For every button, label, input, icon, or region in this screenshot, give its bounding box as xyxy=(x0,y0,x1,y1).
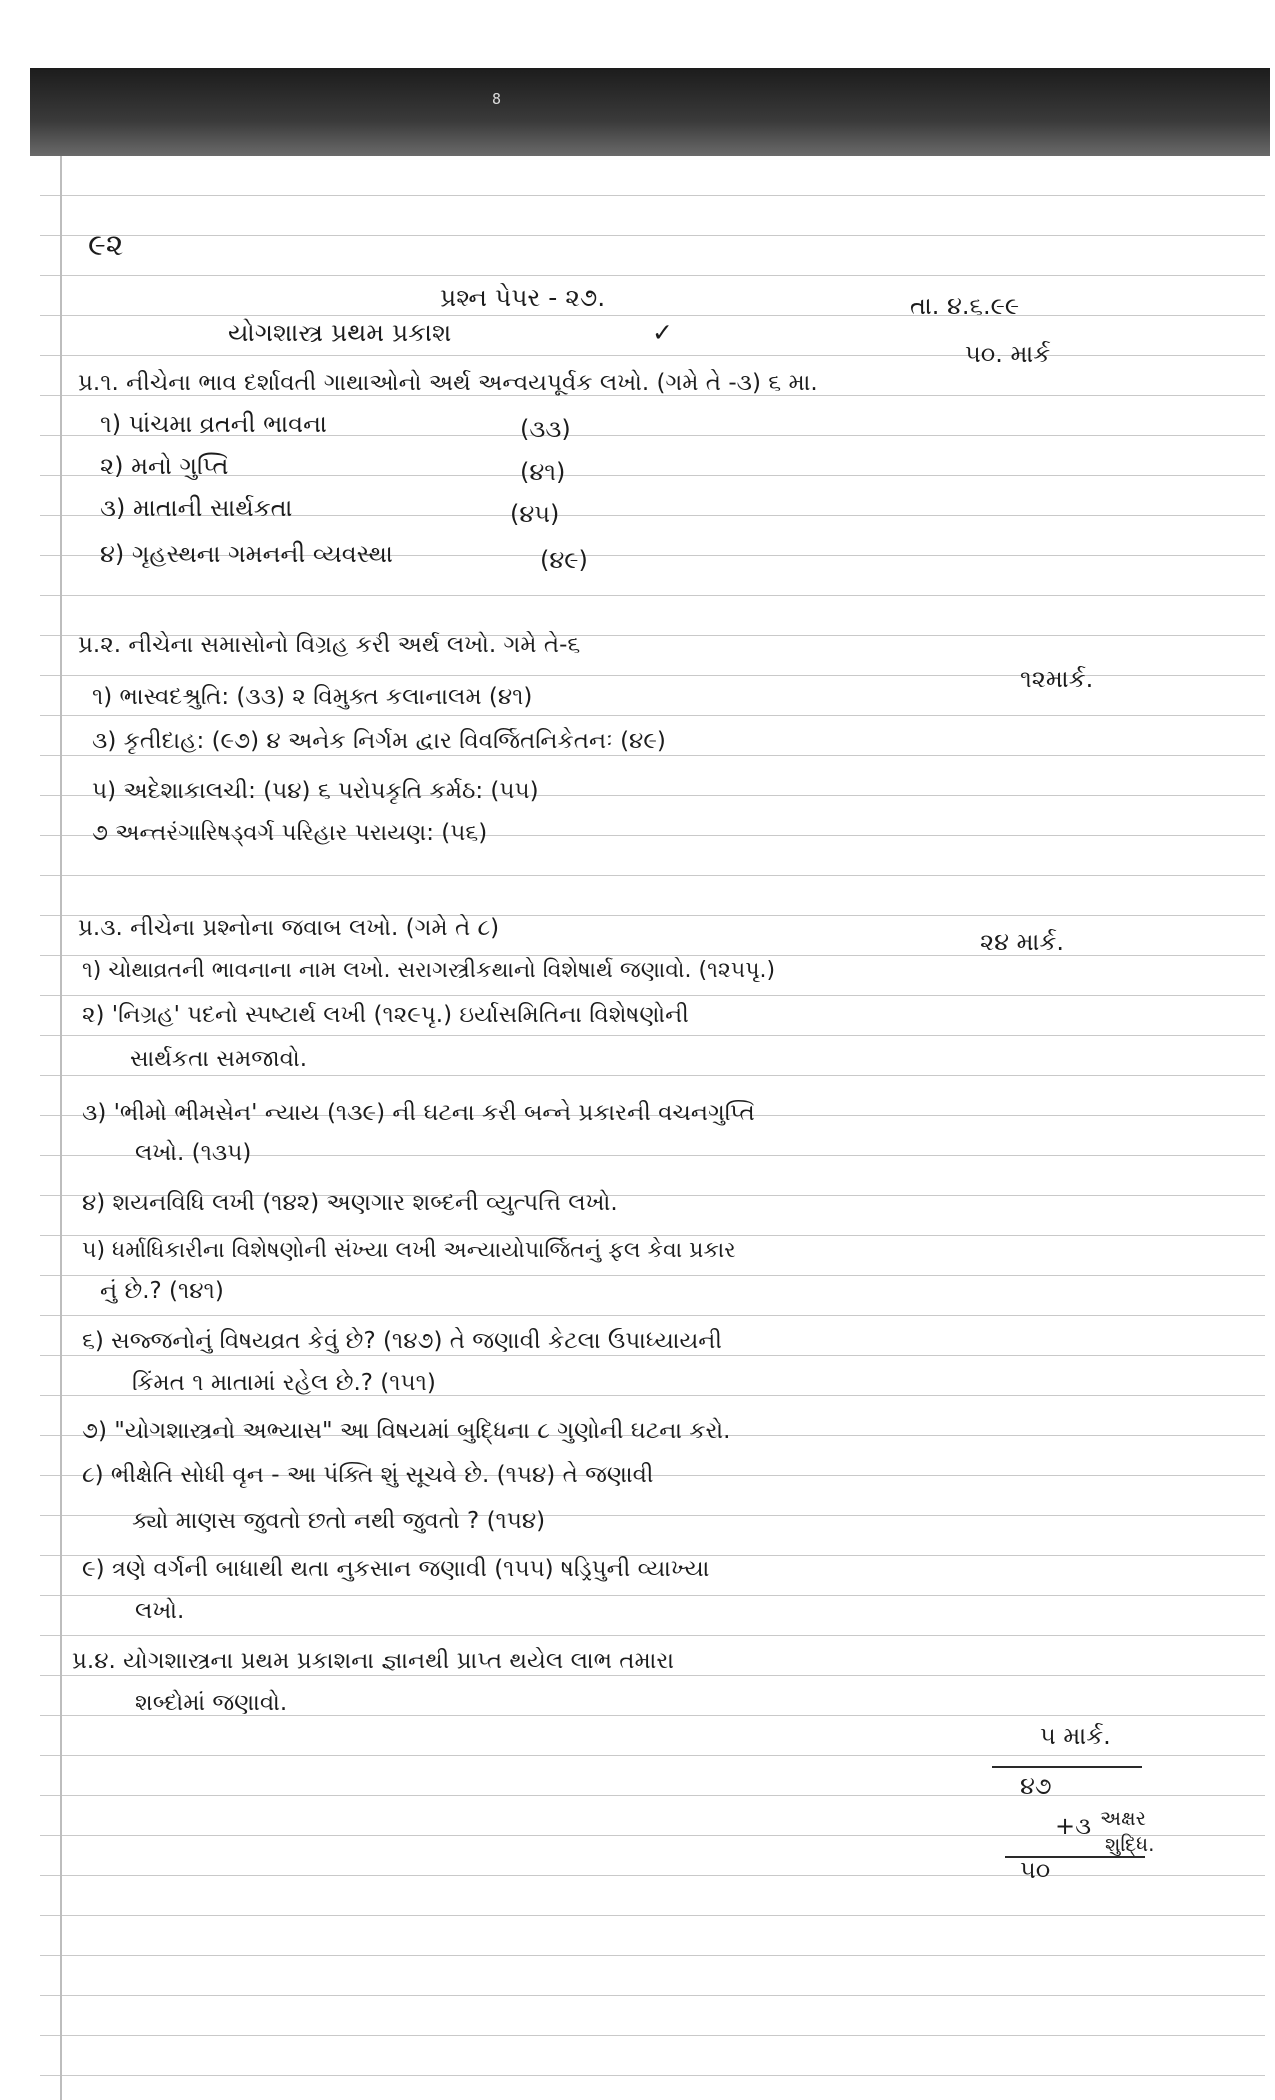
q3-line: ૬) સજ્જનોનું વિષયવ્રત કેવું છે? (૧૪૭) તે જણાવી કેટલા ઉપાધ્યાયની xyxy=(82,1328,722,1354)
tally-line xyxy=(992,1766,1142,1768)
q3-line: લખો. (૧૩૫) xyxy=(135,1140,252,1166)
page-number: 8 xyxy=(492,90,502,108)
q3-line: સાર્થકતા સમજાવો. xyxy=(130,1046,308,1072)
q3-line: ૪) શયનવિધિ લખી (૧૪૨) અણગાર શબ્દની વ્યુત્પત્તિ લખો. xyxy=(82,1190,618,1216)
q3-line: ૧) ચોથાવ્રતની ભાવનાના નામ લખો. સરાગસ્ત્રીકથાનો વિશેષાર્થ જણાવો. (૧૨૫પૃ.) xyxy=(82,958,776,983)
tick-mark: ✓ xyxy=(652,318,673,347)
q3-line: ૩) 'ભીમો ભીમસેન' ન્યાય (૧૩૯) ની ઘટના કરી બન્ને પ્રકારની વચનગુપ્તિ xyxy=(82,1100,755,1126)
q3-line: નું છે.? (૧૪૧) xyxy=(100,1278,224,1304)
exam-date: તા. ૪.૬.૯૯ xyxy=(910,292,1020,320)
q4-marks: ૫ માર્ક. xyxy=(1040,1722,1111,1750)
q1-item: ૩) માતાની સાર્થકતા xyxy=(100,494,293,522)
q1-item: ૨) મનો ગુપ્તિ xyxy=(100,452,229,480)
tally-bonus-note: અક્ષર xyxy=(1100,1806,1146,1830)
paper-subject: યોગશાસ્ત્ર પ્રથમ પ્રકાશ xyxy=(228,318,452,347)
ruled-paper xyxy=(40,156,1265,2100)
q1-heading: પ્ર.૧. નીચેના ભાવ દર્શાવતી ગાથાઓનો અર્થ અન્વયપૂર્વક લખો. (ગમે તે -૩) ૬ મા. xyxy=(78,370,818,396)
q1-item-ref: (૪૧) xyxy=(520,458,566,486)
q3-line: ૭) "યોગશાસ્ત્રનો અભ્યાસ" આ વિષયમાં બુદ્ધિના ૮ ગુણોની ઘટના કરો. xyxy=(82,1418,731,1444)
q3-line: ૨) 'નિગ્રહ' પદનો સ્પષ્ટાર્થ લખી (૧૨૯પૃ.) ઇર્યાસમિતિના વિશેષણોની xyxy=(82,1002,689,1028)
q3-line: ૮) ભીક્ષેતિ સોધી વૃન - આ પંક્તિ શું સૂચવે છે. (૧૫૪) તે જણાવી xyxy=(82,1462,654,1488)
q2-line: ૫) અદેશાકાલચી: (૫૪) ૬ પરોપકૃતિ કર્મઠ: (૫૫) xyxy=(92,778,539,804)
q3-line: લખો. xyxy=(135,1598,185,1624)
q1-item-ref: (૪૯) xyxy=(540,546,588,574)
paper-title: પ્રશ્ન પેપર - ૨૭. xyxy=(440,283,606,312)
tally-score: ૪૭ xyxy=(1020,1772,1052,1800)
q2-heading: પ્ર.૨. નીચેના સમાસોનો વિગ્રહ કરી અર્થ લખો. ગમે તે-૬ xyxy=(78,632,581,658)
tally-bonus: +૩ xyxy=(1055,1812,1092,1840)
q4-line: પ્ર.૪. યોગશાસ્ત્રના પ્રથમ પ્રકાશના જ્ઞાનથી પ્રાપ્ત થયેલ લાભ તમારા xyxy=(72,1648,674,1674)
q1-item-ref: (૪૫) xyxy=(510,500,560,528)
q4-line: શબ્દોમાં જણાવો. xyxy=(135,1690,288,1716)
q3-line: ૫) ધર્માધિકારીના વિશેષણોની સંખ્યા લખી અન્યાયોપાર્જિતનું ફલ કેવા પ્રકાર xyxy=(82,1238,736,1263)
q1-item: ૧) પાંચમા વ્રતની ભાવના xyxy=(100,410,327,438)
margin-line xyxy=(60,156,62,2100)
q3-line: કિંમત ૧ માતામાં રહેલ છે.? (૧૫૧) xyxy=(132,1370,436,1396)
tally-total: ૫૦ xyxy=(1020,1856,1051,1884)
q2-line: ૩) કૃતીદાહ: (૯૭) ૪ અનેક નિર્ગમ દ્વાર વિવર્જિતનિકેતનઃ (૪૯) xyxy=(92,728,666,754)
scanner-top-bar xyxy=(30,68,1270,156)
q3-line: ક્યો માણસ જુવતો છતો નથી જુવતો ? (૧૫૪) xyxy=(132,1508,546,1534)
tally-bonus-note: શુદ્ધિ. xyxy=(1105,1832,1155,1856)
q1-item-ref: (૩૩) xyxy=(520,415,571,443)
q2-line: ૭ અન્તરંગારિષડ્વર્ગ પરિહાર પરાયણ: (૫૬) xyxy=(92,820,488,846)
q3-marks: ૨૪ માર્ક. xyxy=(980,928,1064,956)
q3-line: ૯) ત્રણે વર્ગની બાધાથી થતા નુકસાન જણાવી (૧૫૫) ષડ્રિપુની વ્યાખ્યા xyxy=(82,1556,710,1582)
total-marks: ૫૦. માર્ક xyxy=(965,340,1051,368)
q3-heading: પ્ર.૩. નીચેના પ્રશ્નોના જવાબ લખો. (ગમે તે ૮) xyxy=(78,915,500,941)
q1-item: ૪) ગૃહસ્થના ગમનની વ્યવસ્થા xyxy=(100,540,393,568)
q2-marks: ૧૨માર્ક. xyxy=(1020,665,1094,693)
corner-number: ૯૨ xyxy=(88,228,124,263)
q2-line: ૧) ભાસ્વદશ્રુતિ: (૩૩) ૨ વિમુક્ત કલાનાલમ (૪૧) xyxy=(92,684,533,710)
